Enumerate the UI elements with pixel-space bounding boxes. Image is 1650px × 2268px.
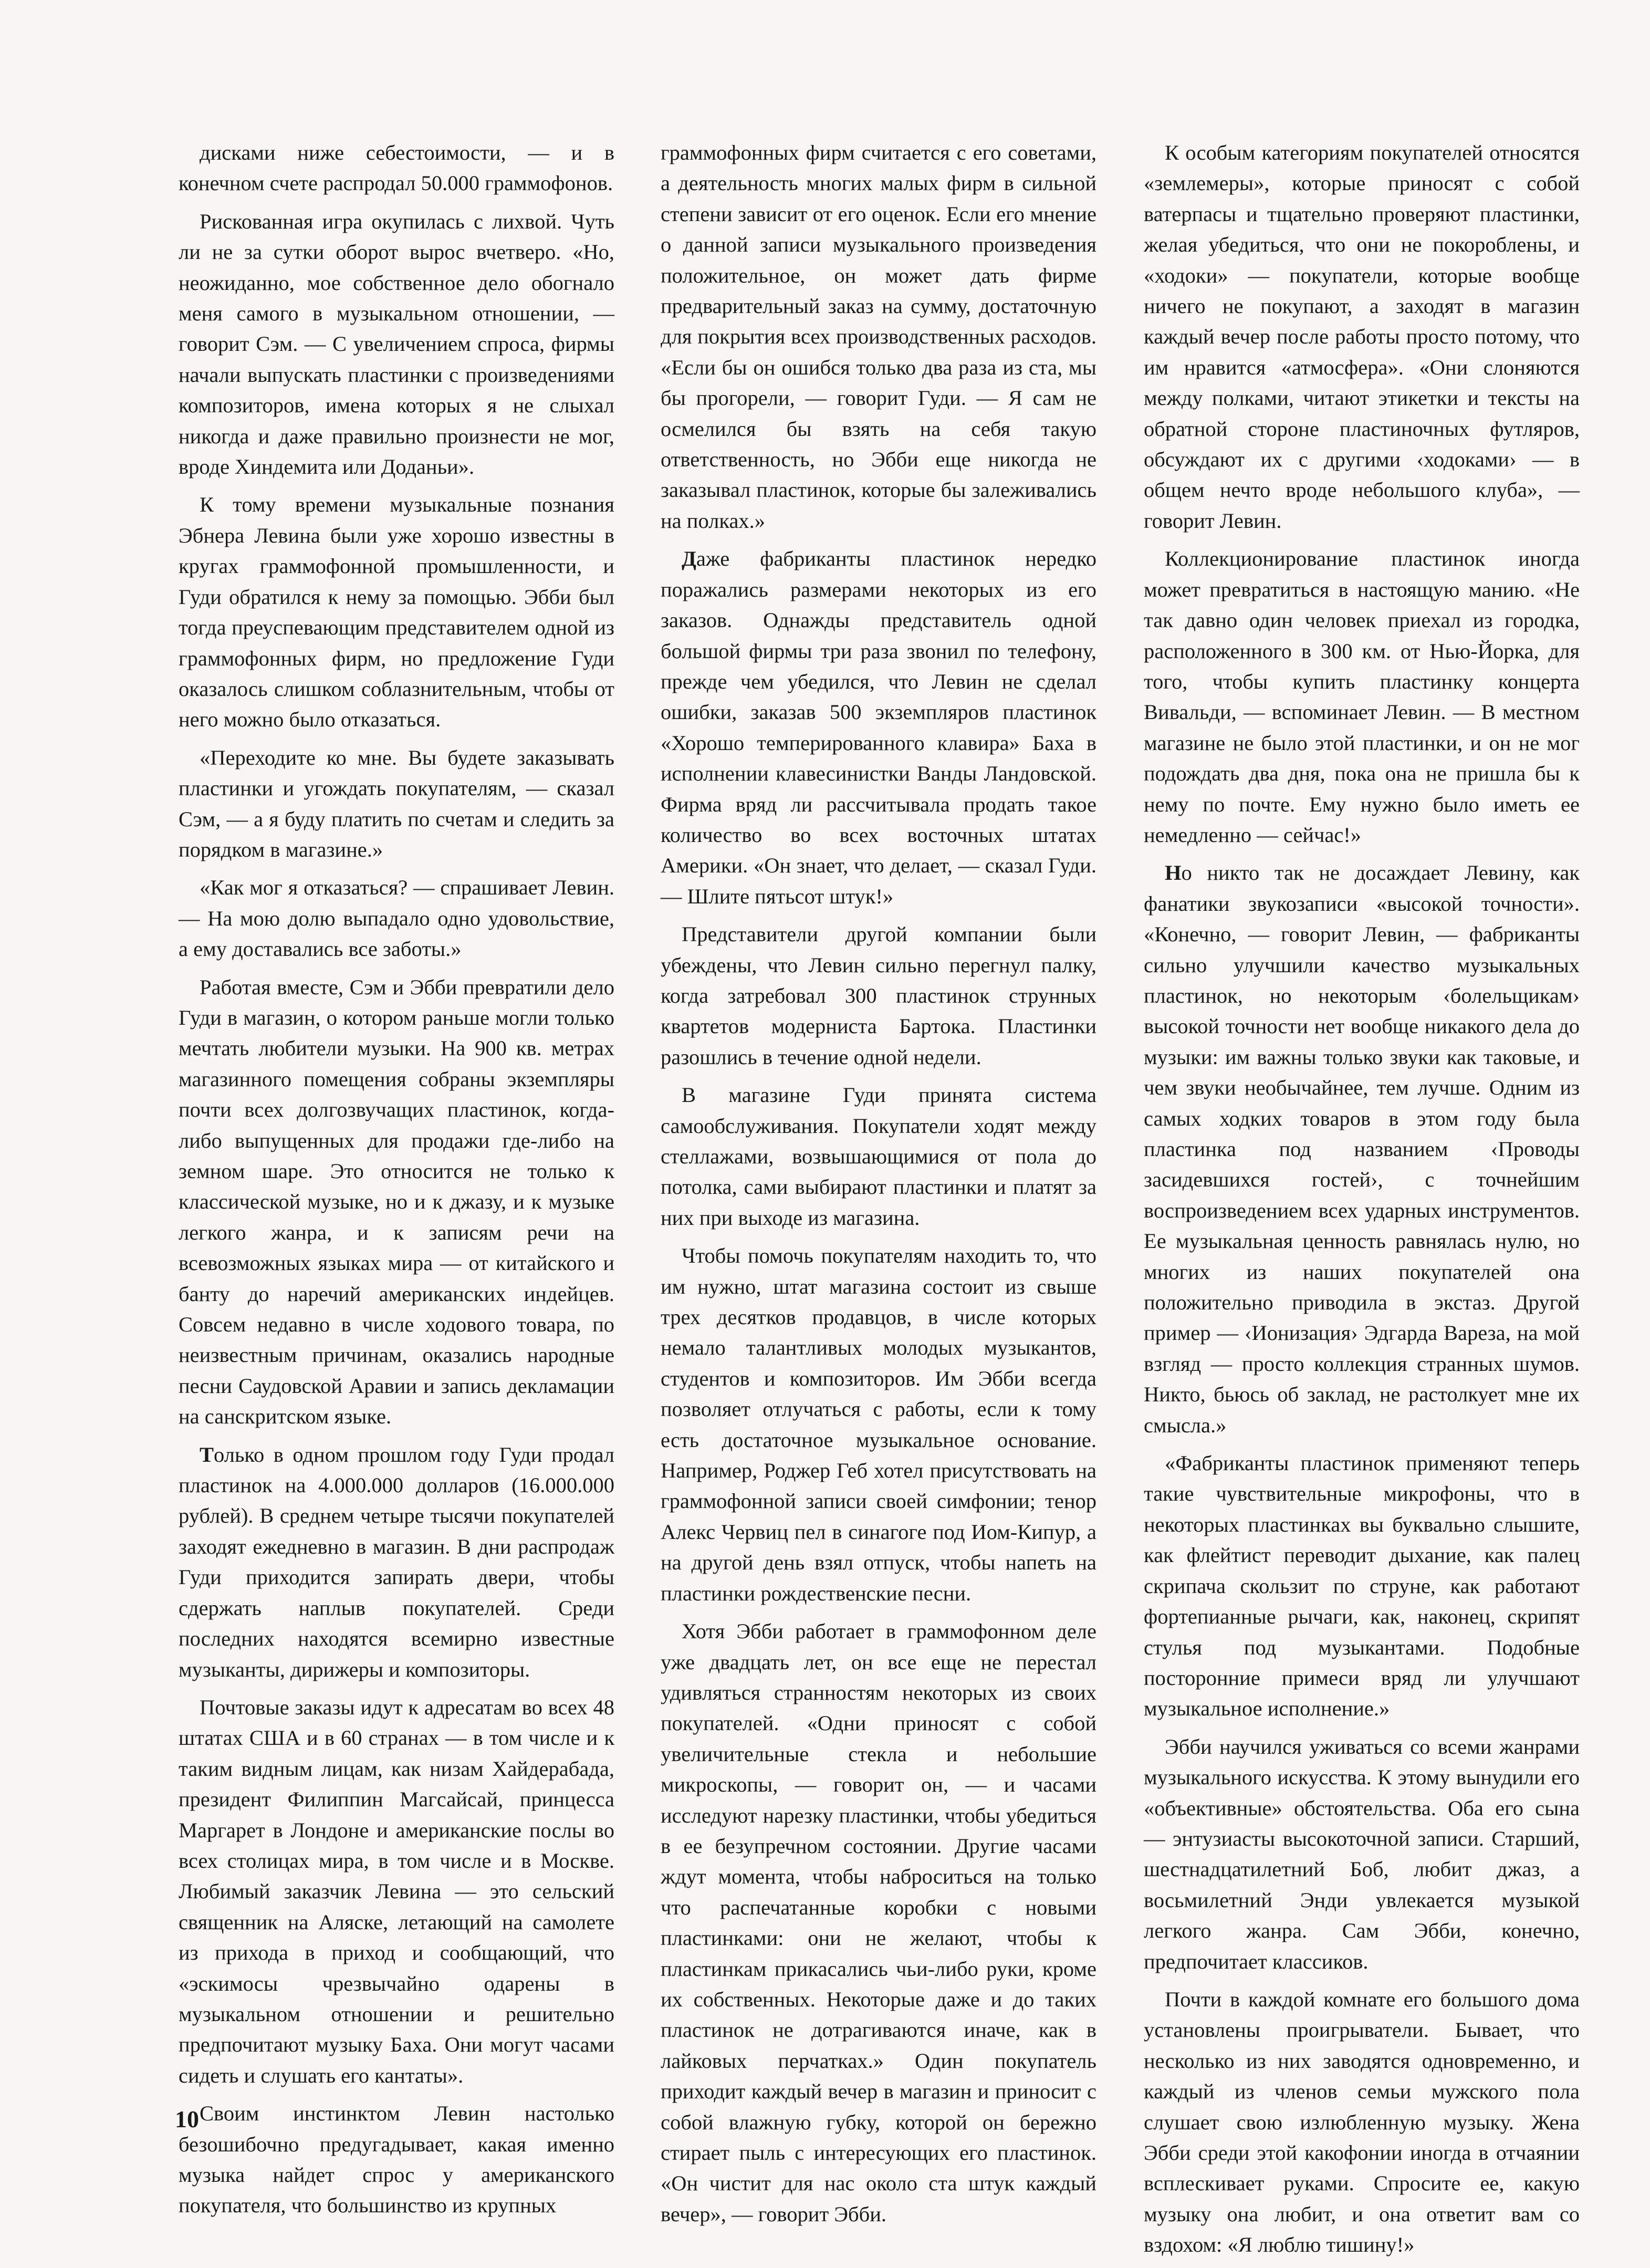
paragraph [1144,1732,1580,1977]
paragraph-text: Чтобы помочь покупателям находить то, что им нужно, штат магазина состоит из свыше трех десятков продавцов, в числе которых немало талантливых молодых музыкантов, студентов и композиторов. Им Эбби всегда позволяет отлучаться с работы, если к тому есть достаточное музыкальное основание. Например, Роджер Геб хотел присутствовать на граммофонной записи своей симфонии; тенор Алекс Червиц пел в синагоге под Иом-Кипур, а на другой день взял отпуск, чтобы напеть на пластинки рождественские песни. [661,1244,1096,1605]
paragraph [661,544,1096,912]
paragraph [661,1241,1096,1609]
paragraph-text: «Фабриканты пластинок применяют теперь такие чувствительные микрофоны, что в некоторых пластинках вы буквально слышите, как флейтист переводит дыхание, как палец скрипача скользит по струне, как работают фортепианные рычаги, как, наконец, скрипят стулья под музыкантами. Подобные посторонние примеси вряд ли улучшают музыкальное исполнение.» [1144,1451,1580,1721]
paragraph [179,872,614,964]
paragraph-text: граммофонных фирм считается с его советами, а деятельность многих малых фирм в сильной степени зависит от его оценок. Если его мнение о данной записи музыкального произведения положительное, он может дать фирме предварительный заказ на сумму, достаточную для покрытия всех производственных расходов. «Если бы он ошибся только два раза из ста, мы бы прогорели, — говорит Гуди. — Я сам не осмелился бы взять на себя такую ответственность, но Эбби еще никогда не заказывал пластинок, которые бы залеживались на полках.» [661,141,1096,533]
paragraph-text: «Переходите ко мне. Вы будете заказывать пластинки и угождать покупателям, — сказал Сэм, — а я буду платить по счетам и следить за порядком в магазине.» [179,745,614,861]
drop-cap: Т [200,1442,214,1466]
column-2 [661,138,1096,2237]
paragraph [179,972,614,1432]
paragraph-text: «Как мог я отказаться? — спрашивает Левин. — На мою долю выпадало одно удовольствие, а ему доставались все заботы.» [179,876,614,961]
paragraph-text: аже фабриканты пластинок нередко поражались размерами некоторых из его заказов. Однажды представитель одной большой фирмы три раза звонил по телефону, прежде чем убедился, что Левин не сделал ошибки, заказав 500 экземпляров пластинок «Хорошо темперированного клавира» Баха в исполнении клавесинистки Ванды Ландовской. Фирма вряд ли рассчитывала продать такое количество во всех восточных штатах Америки. «Он знает, что делает, — сказал Гуди. — Шлите пятьсот штук!» [661,547,1096,908]
paragraph [1144,1448,1580,1724]
paragraph [1144,544,1580,850]
paragraph [179,138,614,199]
paragraph-text: о никто так не досаждает Левину, как фанатики звукозаписи «высокой точности». «Конечно, — говорит Левин, — фабриканты сильно улучшили качество музыкальных пластинок, но некоторым ‹болельщикам› высокой точности нет вообще никакого дела до музыки: им важны только звуки как таковые, и чем звуки необычайнее, тем лучше. Одним из самых ходких товаров в этом году была пластинка под названием ‹Проводы засидевшихся гостей›, с точнейшим воспроизведением всех ударных инструментов. Ее музыкальная ценность равнялась нулю, но многих из наших покупателей она положительно приводила в экстаз. Другой пример — ‹Ионизация› Эдгарда Вареза, на мой взгляд — просто коллекция странных шумов. Никто, бьюсь об заклад, не растолкует мне их смысла.» [1144,861,1580,1437]
paragraph-text: Почти в каждой комнате его большого дома установлены проигрыватели. Бывает, что несколько из них заводятся одновременно, и каждый из членов семьи мужского пола слушает свою излюбленную музыку. Жена Эбби среди этой какофонии иногда в отчаянии всплескивает руками. Спросите ее, какую музыку она любит, и она ответит вам со вздохом: «Я люблю тишину!» [1144,1987,1580,2257]
paragraph [179,2098,614,2221]
column-3 [1144,138,1580,2268]
paragraph-text: Своим инстинктом Левин настолько безошибочно предугадывает, какая именно музыка найдет спрос у американского покупателя, что большинство из крупных [179,2101,614,2218]
paragraph-text: Работая вместе, Сэм и Эбби превратили дело Гуди в магазин, о котором раньше могли только мечтать любители музыки. На 900 кв. метрах магазинного помещения собраны экземпляры почти всех долгозвучащих пластинок, когда-либо выпущенных для продажи где-либо на земном шаре. Это относится не только к классической музыке, но и к джазу, и к музыке легкого жанра, и к записям речи на всевозможных языках мира — от китайского и банту до наречий американских индейцев. Совсем недавно в числе ходового товара, по неизвестным причинам, оказались народные песни Саудовской Аравии и запись декламации на санскритском языке. [179,975,614,1429]
paragraph-text: К особым категориям покупателей относятся «землемеры», которые приносят с собой ватерпасы и тщательно проверяют пластинки, желая убедиться, что они не покороблены, и «ходоки» — покупатели, которые вообще ничего не покупают, а заходят в магазин каждый вечер после работы просто потому, что им нравится «атмосфера». «Они слоняются между полками, читают этикетки и тексты на обратной стороне пластиночных футляров, обсуждают их с другими ‹ходоками› — в общем нечто вроде небольшого клуба», — говорит Левин. [1144,141,1580,533]
paragraph-text: В магазине Гуди принята система самообслуживания. Покупатели ходят между стеллажами, возвышающимися от пола до потолка, сами выбирают пластинки и платят за них при выходе из магазина. [661,1083,1096,1230]
paragraph-text: олько в одном прошлом году Гуди продал пластинок на 4.000.000 долларов (16.000.000 рублей). В среднем четыре тысячи покупателей заходят ежедневно в магазин. В дни распродаж Гуди приходится запирать двери, чтобы сдержать наплыв покупателей. Среди последних находятся всемирно известные музыканты, дирижеры и композиторы. [179,1442,614,1681]
paragraph [661,1080,1096,1233]
paragraph [1144,858,1580,1441]
paragraph [179,1440,614,1685]
paragraph [179,490,614,735]
paragraph [661,919,1096,1073]
paragraph [179,206,614,483]
paragraph-text: Коллекционирование пластинок иногда может превратиться в настоящую манию. «Не так давно один человек приехал из городка, расположенного в 300 км. от Нью-Йорка, для того, чтобы купить пластинку концерта Вивальди, — вспоминает Левин. — В местном магазине не было этой пластинки, и он не мог подождать два дня, пока она не пришла бы к нему по почте. Ему нужно было иметь ее немедленно — сейчас!» [1144,547,1580,847]
paragraph [179,743,614,866]
paragraph [1144,1984,1580,2261]
paragraph-text: Почтовые заказы идут к адресатам во всех 48 штатах США и в 60 странах — в том числе и к таким видным лицам, как низам Хайдерабада, президент Филиппин Магсайсай, принцесса Маргарет в Лондоне и американские послы во всех столицах мира, в том числе и в Москве. Любимый заказчик Левина — это сельский священник на Аляске, летающий на самолете из прихода в приход и сообщающий, что «эскимосы чрезвычайно одарены в музыкальном отношении и решительно предпочитают музыку Баха. Они могут часами сидеть и слушать его кантаты». [179,1695,614,2087]
paragraph-text: Эбби научился уживаться со всеми жанрами музыкального искусства. К этому вынудили его «объективные» обстоятельства. Оба его сына — энтузиасты высокоточной записи. Старший, шестнадцатилетний Боб, любит джаз, а восьмилетний Энди увлекается музыкой легкого жанра. Сам Эбби, конечно, предпочитает классиков. [1144,1734,1580,1973]
paragraph [661,1616,1096,2230]
column-1 [179,138,614,2229]
paragraph-text: Рискованная игра окупилась с лихвой. Чуть ли не за сутки оборот вырос вчетверо. «Но, неожиданно, мое собственное дело обогнало меня самого в музыкальном отношении, — говорит Сэм. — С увеличением спроса, фирмы начали выпускать пластинки с произведениями композиторов, имена которых я не слыхал никогда и даже правильно произнести не мог, вроде Хиндемита или Доданьи». [179,209,614,479]
paragraph [1144,138,1580,536]
drop-cap: Н [1165,861,1182,885]
paragraph [179,1692,614,2091]
paragraph-text: дисками ниже себестоимости, — и в конечном счете распродал 50.000 граммофонов. [179,141,614,195]
page-number: 10 [175,2106,199,2132]
paragraph-text: Хотя Эбби работает в граммофонном деле уже двадцать лет, он все еще не перестал удивляться странностям некоторых из своих покупателей. «Одни приносят с собой увеличительные стекла и небольшие микроскопы, — говорит он, — и часами исследуют нарезку пластинки, чтобы убедиться в ее безупречном состоянии. Другие часами ждут момента, чтобы наброситься на только что распечатанные коробки с новыми пластинками: они не желают, чтобы к пластинкам прикасались чьи-либо руки, кроме их собственных. Некоторые даже и до таких пластинок не дотрагиваются иначе, как в лайковых перчатках.» Один покупатель приходит каждый вечер в магазин и приносит с собой влажную губку, которой он бережно стирает пыль с интересующих его пластинок. «Он чистит для нас около ста штук каждый вечер», — говорит Эбби. [661,1619,1096,2226]
drop-cap: Д [682,547,696,571]
paragraph [661,138,1096,536]
paragraph-text: К тому времени музыкальные познания Эбнера Левина были уже хорошо известны в кругах граммофонной промышленности, и Гуди обратился к нему за помощью. Эбби был тогда преуспевающим представителем одной из граммофонных фирм, но предложение Гуди оказалось слишком соблазнительным, чтобы от него можно было отказаться. [179,493,614,732]
paragraph-text: Представители другой компании были убеждены, что Левин сильно перегнул палку, когда затребовал 300 пластинок струнных квартетов модерниста Бартока. Пластинки разошлись в течение одной недели. [661,922,1096,1069]
